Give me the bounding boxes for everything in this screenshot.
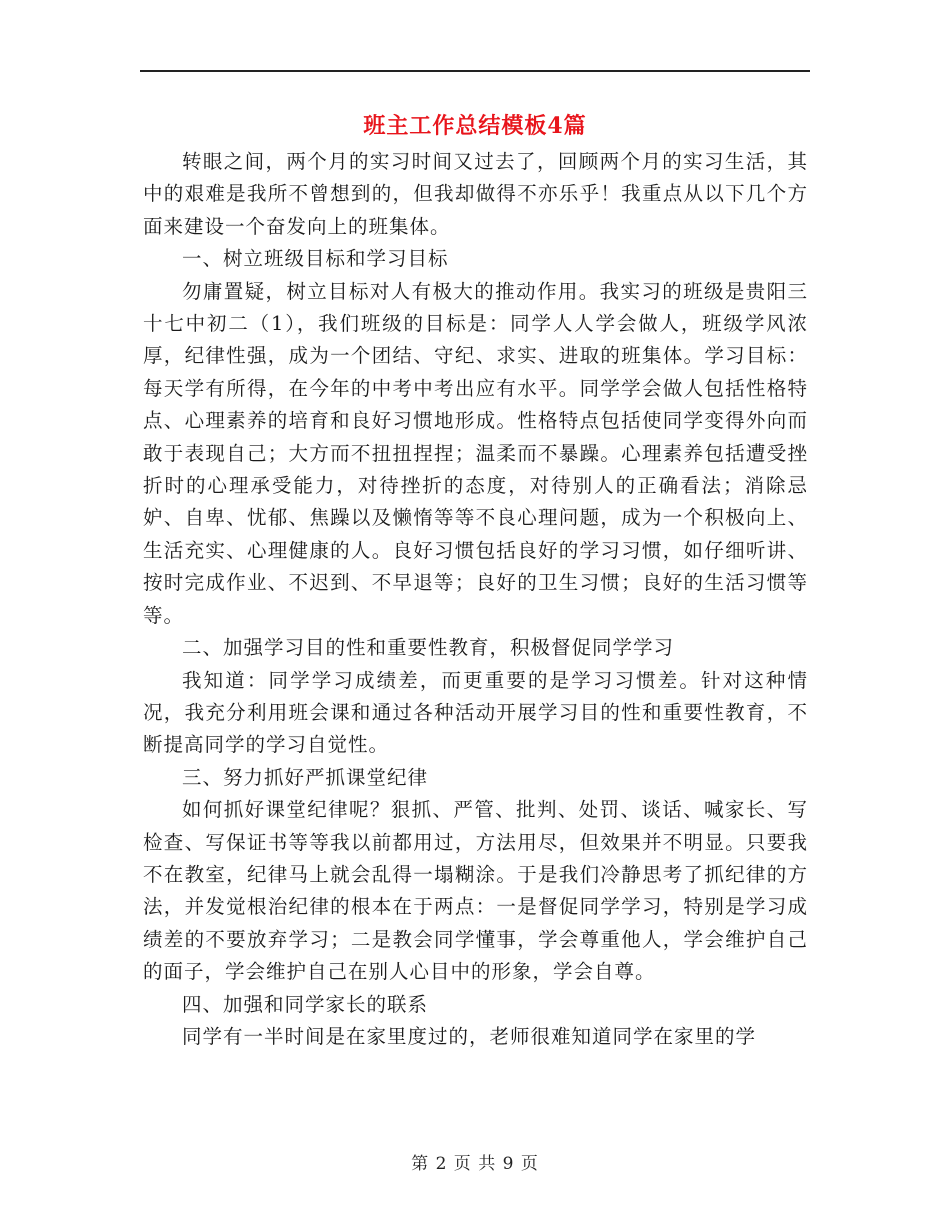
section-heading-2: 二、加强学习目的性和重要性教育，积极督促同学学习 [182, 636, 675, 660]
section-heading-1: 一、树立班级目标和学习目标 [182, 247, 449, 271]
section-heading-4: 四、加强和同学家长的联系 [182, 992, 429, 1016]
paragraph-section-4: 同学有一半时间是在家里度过的，老师很难知道同学在家里的学 [182, 1024, 757, 1048]
section-heading-3: 三、努力抓好严抓课堂纪律 [182, 765, 429, 789]
page-number: 第 2 页 共 9 页 [411, 1154, 539, 1174]
paragraph-intro: 转眼之间，两个月的实习时间又过去了，回顾两个月的实习生活，其中的艰难是我所不曾想到的，但我却做得不亦乐乎！我重点从以下几个方面来建设一个奋发向上的班集体。 [143, 150, 808, 238]
document-body [143, 146, 808, 1053]
document-title: 班主工作总结模板4篇 [363, 113, 587, 139]
paragraph-section-2: 我知道：同学学习成绩差，而更重要的是学习习惯差。针对这种情况，我充分利用班会课和通过各种活动开展学习目的性和重要性教育，不断提高同学的学习自觉性。 [143, 668, 808, 757]
paragraph-section-3: 如何抓好课堂纪律呢？狠抓、严管、批判、处罚、谈话、喊家长、写检查、写保证书等等我以前都用过，方法用尽，但效果并不明显。只要我不在教室，纪律马上就会乱得一塌糊涂。于是我们冷静思考了抓纪律的方法，并发觉根治纪律的根本在于两点：一是督促同学学习，特别是学习成绩差的不要放弃学习；二是教会同学懂事，学会尊重他人，学会维护自己的面子，学会维护自己在别人心目中的形象，学会自尊。 [143, 798, 808, 984]
header-rule [140, 70, 810, 72]
paragraph-section-1: 勿庸置疑，树立目标对人有极大的推动作用。我实习的班级是贵阳三十七中初二（1），我们班级的目标是：同学人人学会做人，班级学风浓厚，纪律性强，成为一个团结、守纪、求实、进取的班集体。学习目标：每天学有所得，在今年的中考中考出应有水平。同学学会做人包括性格特点、心理素养的培育和良好习惯地形成。性格特点包括使同学变得外向而敢于表现自己；大方而不扭扭捏捏；温柔而不暴躁。心理素养包括遭受挫折时的心理承受能力，对待挫折的态度，对待别人的正确看法；消除忌妒、自卑、忧郁、焦躁以及懒惰等等不良心理问题，成为一个积极向上、生活充实、心理健康的人。良好习惯包括良好的学习习惯，如仔细听讲、按时完成作业、不迟到、不早退等；良好的卫生习惯；良好的生活习惯等等。 [143, 279, 808, 627]
